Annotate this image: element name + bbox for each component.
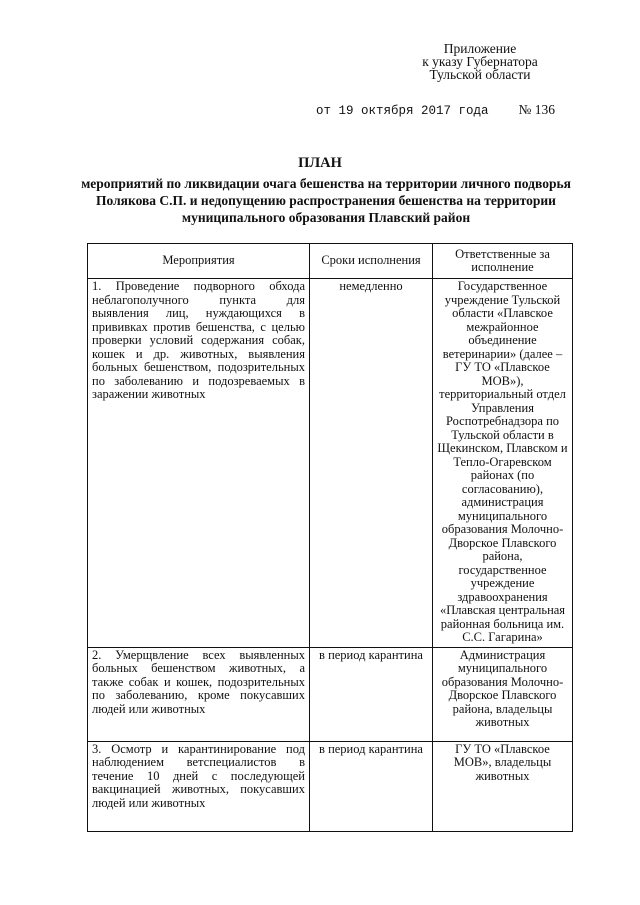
plan-title: ПЛАН [298, 155, 342, 171]
row-term: немедленно [310, 279, 433, 648]
header-terms: Сроки исполнения [310, 244, 433, 279]
decree-number: № 136 [518, 102, 556, 117]
row-responsible: Администрация муниципального образования Молочно-Дворское Плавского района, владельцы животных [433, 647, 573, 741]
row-action: 1. Проведение подворного обхода неблагополучного пункта для выявления лиц, нуждающихся в прививках против бешенства, с целью проверки условий содержания собак, кошек и др. животных, выявления больных бешенством, подозрительных по заболеванию и подозреваемых в заражении животных [88, 279, 310, 648]
header-actions: Мероприятия [88, 244, 310, 279]
row-term: в период карантина [310, 741, 433, 831]
plan-table [87, 243, 573, 832]
plan-subtitle: мероприятий по ликвидации очага бешенства на территории личного подворья Полякова С.П. и недопущению распространения бешенства на территории муниципального образования Плавский район [81, 176, 571, 225]
row-responsible: Государственное учреждение Тульской области «Плавское межрайонное объединение ветеринарии» (далее – ГУ ТО «Плавское МОВ»), территориальный отдел Управления Роспотребнадзора по Тульской области в Щекинском, Плавском и Тепло-Огаревском районах (по согласованию), администрация муниципального образования Молочно-Дворское Плавского района, государственное учреждение здравоохранения «Плавская центральная районная больница им. С.С. Гагарина» [433, 279, 573, 648]
table-row [88, 279, 573, 648]
table-row [88, 647, 573, 741]
appendix-line-2: к указу Губернатора [422, 54, 538, 69]
header-responsible: Ответственные за исполнение [433, 244, 573, 279]
row-term: в период карантина [310, 647, 433, 741]
row-action: 3. Осмотр и карантинирование под наблюдением ветспециалистов в течение 10 дней с последующей вакцинацией животных, покусавших людей или животных [88, 741, 310, 831]
decree-line [316, 102, 555, 118]
table-row [88, 741, 573, 831]
table-header-row [88, 244, 573, 279]
appendix-block [400, 42, 560, 81]
row-action: 2. Умерщвление всех выявленных больных бешенством животных, а также собак и кошек, подозрительных по заболеванию, кроме покусавших людей или животных [88, 647, 310, 741]
row-responsible: ГУ ТО «Плавское МОВ», владельцы животных [433, 741, 573, 831]
decree-date: от 19 октября 2017 года [316, 104, 489, 118]
appendix-line-1: Приложение [443, 41, 517, 56]
appendix-line-3: Тульской области [429, 67, 531, 82]
